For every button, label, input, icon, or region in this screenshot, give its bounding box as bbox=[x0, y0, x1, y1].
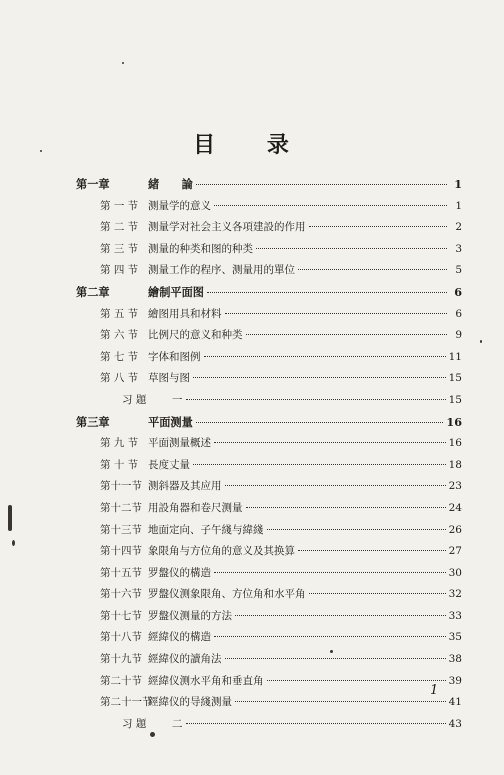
toc-entry-number: 第十四节 bbox=[100, 545, 142, 558]
toc-entry-number: 第十一节 bbox=[100, 480, 142, 493]
toc-section-row bbox=[76, 651, 462, 673]
scan-speck bbox=[122, 62, 124, 64]
toc-section-row bbox=[76, 543, 462, 565]
toc-entry-number: 第十九节 bbox=[100, 653, 142, 666]
toc-entry-title: 緒 論 bbox=[148, 177, 193, 191]
toc-entry-number: 第一章 bbox=[76, 177, 110, 191]
toc-entry-title: 經緯仪测水平角和垂直角 bbox=[148, 674, 264, 687]
toc-chapter-row bbox=[76, 284, 462, 306]
toc-entry-title: 長度丈量 bbox=[148, 458, 190, 471]
toc-entry-page: 39 bbox=[448, 674, 462, 687]
toc-entry-title: 用設角器和卷尺测量 bbox=[148, 501, 243, 514]
toc-section-row bbox=[76, 608, 462, 630]
toc-entry-title: 繪制平面图 bbox=[148, 284, 204, 299]
toc-entry-number: 第 二 节 bbox=[100, 221, 139, 234]
toc-entry-number: 第二章 bbox=[76, 284, 110, 299]
toc-entry-page: 24 bbox=[448, 501, 462, 514]
dot-leader bbox=[298, 269, 447, 270]
scan-speck bbox=[330, 650, 333, 653]
toc-entry-number: 第十六节 bbox=[100, 588, 142, 601]
toc-entry-page: 41 bbox=[448, 696, 462, 709]
toc-section-row bbox=[76, 349, 462, 371]
scan-speck bbox=[12, 540, 15, 546]
toc-entry-number: 第十二节 bbox=[100, 501, 142, 514]
toc-chapter-row bbox=[76, 414, 462, 436]
dot-leader bbox=[186, 723, 446, 724]
toc-entry-number: 第 四 节 bbox=[100, 264, 139, 277]
scan-speck bbox=[40, 150, 42, 152]
toc-entry-page: 15 bbox=[448, 393, 462, 406]
toc-section-row bbox=[76, 565, 462, 587]
toc-entry-title: 比例尺的意义和种类 bbox=[148, 329, 243, 342]
toc-entry-page: 23 bbox=[448, 480, 462, 493]
toc-exercise-row bbox=[76, 392, 462, 414]
toc-section-row bbox=[76, 586, 462, 608]
toc-entry-title: 平面测量 bbox=[148, 414, 193, 429]
toc-entry-number: 第 三 节 bbox=[100, 242, 139, 255]
toc-entry-page: 18 bbox=[448, 458, 462, 471]
toc-section-row bbox=[76, 522, 462, 544]
dot-leader bbox=[235, 615, 446, 616]
toc-entry-number: 第 八 节 bbox=[100, 372, 139, 385]
dot-leader bbox=[309, 226, 448, 227]
toc-entry-page: 26 bbox=[448, 523, 462, 536]
toc-entry-title: 平面测量概述 bbox=[148, 437, 211, 450]
toc-entry-title: 测量学对社会主义各項建設的作用 bbox=[148, 221, 306, 234]
scan-speck bbox=[480, 340, 482, 343]
dot-leader bbox=[214, 205, 447, 206]
toc-exercise-row bbox=[76, 716, 462, 738]
toc-section-row bbox=[76, 262, 462, 284]
toc-entry-number: 第十三节 bbox=[100, 523, 142, 536]
toc-entry-title: 二 bbox=[172, 717, 183, 730]
toc-section-row bbox=[76, 694, 462, 716]
toc-section-row bbox=[76, 306, 462, 328]
toc-entry-page: 3 bbox=[455, 242, 462, 255]
dot-leader bbox=[204, 356, 446, 357]
dot-leader bbox=[193, 464, 446, 465]
page-title: 目 录 bbox=[193, 132, 311, 158]
toc-entry-number: 第 六 节 bbox=[100, 329, 139, 342]
dot-leader bbox=[225, 313, 448, 314]
toc-entry-page: 27 bbox=[448, 545, 462, 558]
toc-entry-page: 15 bbox=[448, 372, 462, 385]
toc-section-row bbox=[76, 457, 462, 479]
dot-leader bbox=[235, 701, 446, 702]
toc-chapter-row bbox=[76, 176, 462, 198]
toc-entry-number: 第十五节 bbox=[100, 566, 142, 579]
dot-leader bbox=[309, 593, 446, 594]
toc-entry-title: 地面定向、子午綫与緯綫 bbox=[148, 523, 264, 536]
toc-entry-number: 第三章 bbox=[76, 414, 110, 429]
toc-section-row bbox=[76, 219, 462, 241]
toc-entry-number: 第二十一节 bbox=[100, 696, 153, 709]
toc-entry-title: 测斜器及其应用 bbox=[148, 480, 222, 493]
toc-entry-page: 1 bbox=[454, 177, 462, 191]
toc-entry-title: 测量的种类和图的种类 bbox=[148, 242, 253, 255]
dot-leader bbox=[225, 658, 446, 659]
toc-entry-page: 9 bbox=[455, 329, 462, 342]
toc-entry-page: 11 bbox=[448, 350, 462, 363]
toc-entry-page: 6 bbox=[455, 307, 462, 320]
dot-leader bbox=[186, 399, 446, 400]
toc-entry-page: 5 bbox=[455, 264, 462, 277]
dot-leader bbox=[246, 507, 446, 508]
toc-entry-title: 罗盤仪的構造 bbox=[148, 566, 211, 579]
toc-entry-title: 經緯仪的导綫测量 bbox=[148, 696, 232, 709]
toc-section-row bbox=[76, 370, 462, 392]
toc-entry-page: 32 bbox=[448, 588, 462, 601]
toc-entry-page: 16 bbox=[446, 414, 462, 429]
dot-leader bbox=[214, 572, 446, 573]
dot-leader bbox=[267, 680, 446, 681]
toc-entry-page: 43 bbox=[448, 717, 462, 730]
toc-entry-title: 测量学的意义 bbox=[148, 199, 211, 212]
toc-entry-number: 第 十 节 bbox=[100, 458, 139, 471]
dot-leader bbox=[225, 485, 446, 486]
dot-leader bbox=[256, 248, 447, 249]
dot-leader bbox=[246, 334, 448, 335]
toc-section-row bbox=[76, 673, 462, 695]
toc-entry-page: 1 bbox=[455, 199, 462, 212]
toc-entry-title: 罗盤仪测量的方法 bbox=[148, 609, 232, 622]
toc-entry-number: 第十八节 bbox=[100, 631, 142, 644]
toc-entry-number: 第十七节 bbox=[100, 609, 142, 622]
dot-leader bbox=[214, 442, 446, 443]
toc-section-row bbox=[76, 478, 462, 500]
toc-entry-number: 第 一 节 bbox=[100, 199, 139, 212]
dot-leader bbox=[207, 292, 447, 293]
dot-leader bbox=[193, 377, 446, 378]
toc-entry-title: 經緯仪的構造 bbox=[148, 631, 211, 644]
toc-section-row bbox=[76, 241, 462, 263]
toc-entry-page: 33 bbox=[448, 609, 462, 622]
toc-entry-title: 测量工作的程序、测量用的單位 bbox=[148, 264, 295, 277]
toc-entry-number: 第 七 节 bbox=[100, 350, 139, 363]
toc-entry-page: 38 bbox=[448, 653, 462, 666]
toc-entry-page: 2 bbox=[455, 221, 462, 234]
toc-entry-title: 象限角与方位角的意义及其换算 bbox=[148, 545, 295, 558]
toc-section-row bbox=[76, 435, 462, 457]
toc-entry-page: 35 bbox=[448, 631, 462, 644]
dot-leader bbox=[214, 636, 446, 637]
toc-entry-title: 一 bbox=[172, 393, 183, 406]
toc-entry-number: 习 題 bbox=[122, 717, 147, 730]
toc-section-row bbox=[76, 500, 462, 522]
toc-section-row bbox=[76, 629, 462, 651]
toc-section-row bbox=[76, 327, 462, 349]
table-of-contents bbox=[76, 176, 462, 737]
dot-leader bbox=[196, 184, 447, 185]
dot-leader bbox=[267, 529, 446, 530]
dot-leader bbox=[298, 550, 446, 551]
toc-entry-title: 字体和图例 bbox=[148, 350, 201, 363]
toc-entry-number: 第 九 节 bbox=[100, 437, 139, 450]
toc-entry-number: 习 題 bbox=[122, 393, 147, 406]
toc-entry-number: 第二十节 bbox=[100, 674, 142, 687]
toc-section-row bbox=[76, 198, 462, 220]
page-number: 1 bbox=[430, 683, 439, 698]
toc-entry-number: 第 五 节 bbox=[100, 307, 139, 320]
toc-entry-page: 6 bbox=[454, 284, 462, 299]
toc-entry-title: 罗盤仪测象限角、方位角和水平角 bbox=[148, 588, 306, 601]
toc-entry-title: 經緯仪的讀角法 bbox=[148, 653, 222, 666]
toc-entry-title: 草图与图 bbox=[148, 372, 190, 385]
toc-entry-page: 30 bbox=[448, 566, 462, 579]
scan-speck bbox=[8, 505, 12, 531]
toc-entry-title: 繪图用具和材料 bbox=[148, 307, 222, 320]
scan-speck bbox=[150, 732, 155, 737]
dot-leader bbox=[196, 422, 444, 423]
toc-entry-page: 16 bbox=[448, 437, 462, 450]
